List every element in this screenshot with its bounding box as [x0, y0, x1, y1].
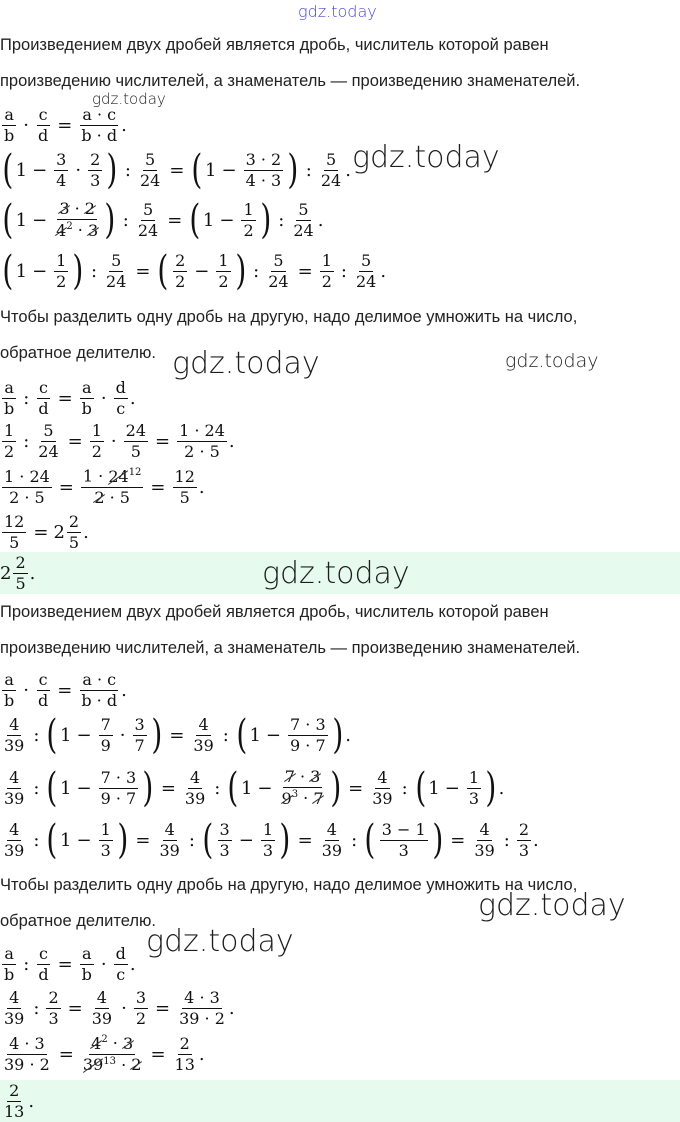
answer-box: 2 $\frac{2}{5}$ . gdz.today: [0, 552, 680, 594]
watermark-top: gdz.today: [298, 2, 377, 21]
watermark: gdz.today: [352, 140, 500, 175]
math-line: $\frac{4}{39}$ : ( 1 − $\frac{1}{3}$ ) = $\frac{4}{39}$ : ( $\frac{3}{3}$ − $\frac{1}{3}$ ) = $\frac{4}{39}$ : ( $\frac{3 - 1}{3}$ ) = $\frac{4}{39}$ : $\frac{2}{3}$ .: [4, 817, 539, 863]
math-line: $\frac{4}{39}$ : ( 1 − $\frac{7 \cdot 3}{9 \cdot 7}$ ) = $\frac{4}{39}$ : ( 1 − $\frac{7 \cdot 3}{9^3 \cdot 7}$ ) = $\frac{4}{39}$ : ( 1 − $\frac{1}{3}$ ) .: [4, 765, 505, 811]
math-line: ( 1 − $\frac{1}{2}$ ) : $\frac{5}{24}$ = ( $\frac{2}{2}$ − $\frac{1}{2}$ ) : $\frac{5}{24}$ = $\frac{1}{2}$ : $\frac{5}{24}$ .: [2, 248, 387, 294]
math-line: ( 1 − $\frac{3 \cdot 2}{4^2 \cdot 3}$ ) : $\frac{5}{24}$ = ( 1 − $\frac{1}{2}$ ) : $\frac{5}{24}$ .: [2, 197, 324, 243]
answer-numerator: 2: [9, 1080, 20, 1100]
math-line: ( 1 − $\frac{3}{4}$ · $\frac{2}{3}$ ) : $\frac{5}{24}$ = ( 1 − $\frac{3 \cdot 2}{4 \cdot 3}$ ) : $\frac{5}{24}$ .: [2, 147, 351, 193]
math-line: $\frac{1}{2}$ : $\frac{5}{24}$ = $\frac{1}{2}$ · $\frac{24}{5}$ = $\frac{1 \cdot 24}{2 \cdot 5}$ .: [4, 420, 235, 461]
formula-divide: $\frac{a}{b}$ : $\frac{c}{d}$ = $\frac{a}{b}$ · $\frac{d}{c}$ .: [4, 377, 136, 418]
answer-box: $\frac{2}{13}$ .: [0, 1080, 680, 1122]
watermark: gdz.today: [262, 556, 410, 591]
rule-text: Произведением двух дробей является дробь, числитель которой равен: [0, 603, 549, 621]
answer-denominator: 5: [15, 573, 26, 593]
answer-whole: 2: [0, 562, 12, 584]
rule-text: обратное делителю.: [0, 912, 156, 930]
rule-text: обратное делителю.: [0, 344, 156, 362]
math-line: $\frac{12}{5}$ = 2 $\frac{2}{5}$ .: [4, 511, 89, 552]
math-line: $\frac{4 \cdot 3}{39 \cdot 2}$ = $\frac{4^2 \cdot 3}{39^{13} \cdot 2}$ = $\frac{2}{13}$ .: [4, 1033, 205, 1074]
rule-text: Произведением двух дробей является дробь, числитель которой равен: [0, 36, 549, 54]
answer-denominator: 13: [4, 1101, 25, 1121]
watermark: gdz.today: [146, 924, 294, 959]
rule-text: Чтобы разделить одну дробь на другую, надо делимое умножить на число,: [0, 876, 578, 894]
answer-numerator: 2: [15, 552, 26, 572]
watermark: gdz.today: [505, 350, 599, 372]
formula-multiply: $\frac{a}{b}$ · $\frac{c}{d}$ = $\frac{a \cdot c}{b \cdot d}$ .: [4, 669, 127, 710]
formula-divide: $\frac{a}{b}$ : $\frac{c}{d}$ = $\frac{a}{b}$ · $\frac{d}{c}$ .: [4, 943, 136, 984]
rule-text: произведению числителей, а знаменатель — произведению знаменателей.: [0, 639, 581, 657]
math-line: $\frac{4}{39}$ : ( 1 − $\frac{7}{9}$ · $\frac{3}{7}$ ) = $\frac{4}{39}$ : ( 1 − $\frac{7 \cdot 3}{9 \cdot 7}$ ) .: [4, 712, 351, 758]
formula-multiply: $\frac{a}{b}$ · $\frac{c}{d}$ = $\frac{a \cdot c}{b \cdot d}$ .: [4, 104, 127, 145]
watermark: gdz.today: [478, 888, 626, 923]
rule-text: Чтобы разделить одну дробь на другую, надо делимое умножить на число,: [0, 308, 578, 326]
watermark: gdz.today: [92, 90, 166, 108]
watermark: gdz.today: [172, 346, 320, 381]
math-line: $\frac{4}{39}$ : $\frac{2}{3}$ = $\frac{4}{39}$ · $\frac{3}{2}$ = $\frac{4 \cdot 3}{39 \cdot 2}$ .: [4, 987, 235, 1028]
math-line: $\frac{1 \cdot 24}{2 \cdot 5}$ = $\frac{1 \cdot 24^{12}}{2 \cdot 5}$ = $\frac{12}{5}$ .: [4, 466, 205, 507]
rule-text: произведению числителей, а знаменатель — произведению знаменателей.: [0, 72, 581, 90]
